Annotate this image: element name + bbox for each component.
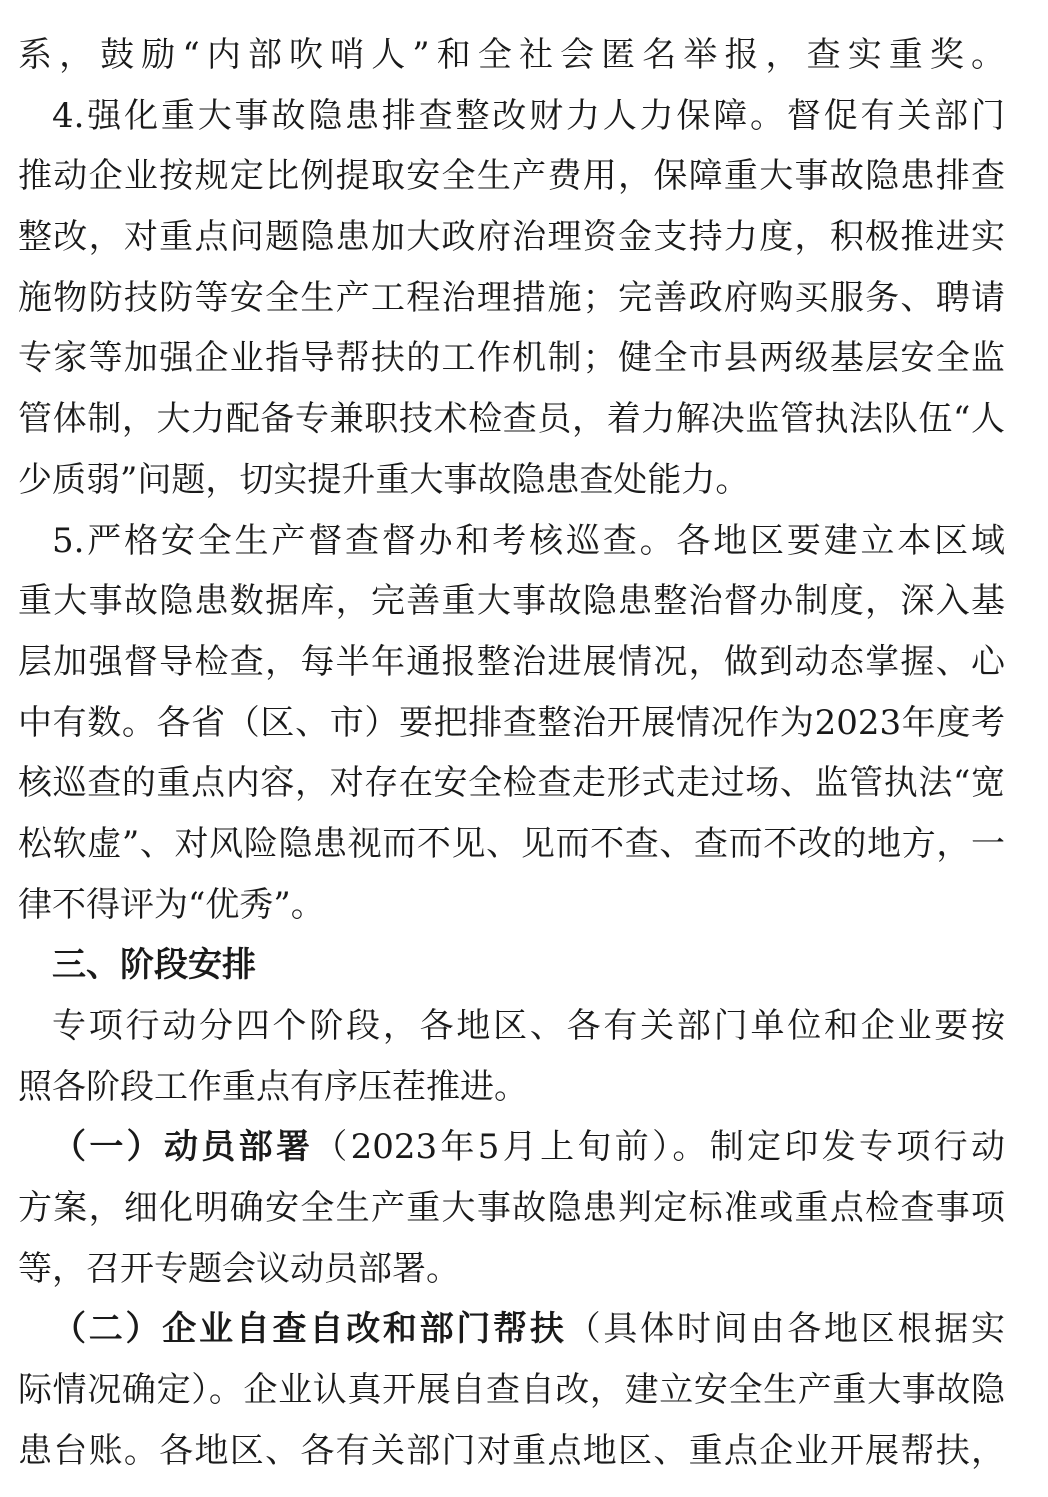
text-line <box>18 25 1005 86</box>
text: 核巡查的重点内容，对存在安全检查走形式走过场、监管执法“宽 <box>18 763 1005 804</box>
text-line <box>18 1421 1005 1482</box>
text: 少质弱”问题，切实提升重大事故隐患查处能力。 <box>18 459 750 500</box>
text-line <box>18 1117 1005 1178</box>
text-line <box>18 450 1005 511</box>
text-line <box>18 996 1005 1057</box>
text-line <box>18 328 1005 389</box>
text: 管体制，大力配备专兼职技术检查员，着力解决监管执法队伍“人 <box>18 399 1005 440</box>
text: 际情况确定）。企业认真开展自查自改，建立安全生产重大事故隐 <box>18 1370 1005 1411</box>
text-line <box>18 1239 1005 1300</box>
section-heading <box>18 935 1005 996</box>
text: 中有数。各省（区、市）要把排查整治开展情况作为2023年度考 <box>18 702 1005 743</box>
text: 松软虚”、对风险隐患视而不见、见而不查、查而不改的地方，一 <box>18 823 1005 864</box>
text-line <box>18 1057 1005 1118</box>
text-line <box>18 207 1005 268</box>
text: 方案，细化明确安全生产重大事故隐患判定标准或重点检查事项 <box>18 1188 1005 1229</box>
text-line <box>18 693 1005 754</box>
text: （具体时间由各地区根据实 <box>566 1309 1005 1350</box>
text-line <box>18 511 1005 572</box>
text-line <box>18 268 1005 329</box>
text: 层加强督导检查，每半年通报整治进展情况，做到动态掌握、心 <box>18 641 1005 682</box>
document-page <box>18 25 1005 1482</box>
text: 5.严格安全生产督查督办和考核巡查。各地区要建立本区域 <box>52 520 1005 561</box>
text: 推动企业按规定比例提取安全生产费用，保障重大事故隐患排查 <box>18 156 1005 197</box>
text: 重大事故隐患数据库，完善重大事故隐患整治督办制度，深入基 <box>18 581 1005 622</box>
text-line <box>18 571 1005 632</box>
text: （2023年5月上旬前）。制定印发专项行动 <box>313 1127 1005 1168</box>
text-line <box>18 875 1005 936</box>
text-line <box>18 632 1005 693</box>
text: 施物防技防等安全生产工程治理措施；完善政府购买服务、聘请 <box>18 277 1005 318</box>
text: 患台账。各地区、各有关部门对重点地区、重点企业开展帮扶， <box>18 1430 1005 1471</box>
text-line <box>18 1178 1005 1239</box>
text-line <box>18 1299 1005 1360</box>
text: 照各阶段工作重点有序压茬推进。 <box>18 1066 528 1107</box>
text-line <box>18 86 1005 147</box>
text-line <box>18 814 1005 875</box>
text: 专项行动分四个阶段，各地区、各有关部门单位和企业要按 <box>52 1006 1005 1046</box>
text: 专家等加强企业指导帮扶的工作机制；健全市县两级基层安全监 <box>18 338 1005 379</box>
subheading-text: （一）动员部署 <box>52 1127 314 1168</box>
text-line <box>18 389 1005 450</box>
text: 律不得评为“优秀”。 <box>18 884 325 925</box>
text: 4.强化重大事故隐患排查整改财力人力保障。督促有关部门 <box>52 95 1005 136</box>
text: 等，召开专题会议动员部署。 <box>18 1248 460 1289</box>
text-line <box>18 146 1005 207</box>
text: 整改，对重点问题隐患加大政府治理资金支持力度，积极推进实 <box>18 217 1005 258</box>
text-line <box>18 753 1005 814</box>
text: 系，鼓励“内部吹哨人”和全社会匿名举报，查实重奖。 <box>18 35 1005 75</box>
text-line <box>18 1360 1005 1421</box>
subheading-text: （二）企业自查自改和部门帮扶 <box>52 1309 567 1350</box>
heading-text: 三、阶段安排 <box>52 945 256 986</box>
